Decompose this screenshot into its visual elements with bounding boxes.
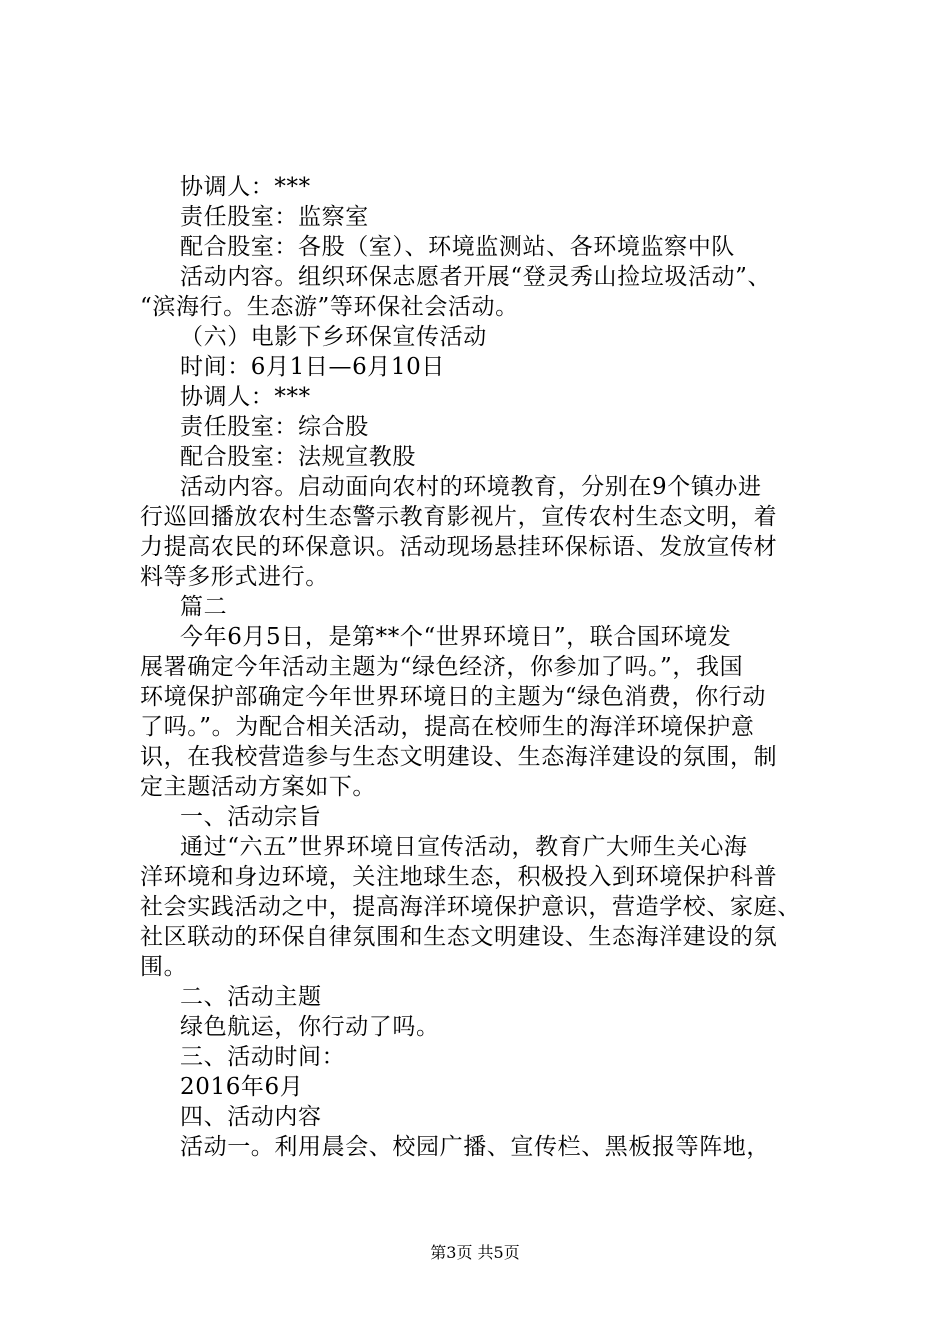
text-line: 料等多形式进行。 [140, 564, 329, 590]
text-line: 围。 [140, 954, 188, 980]
text-line: 二、活动主题 [180, 984, 322, 1010]
text-line: 配合股室：各股（室）、环境监测站、各环境监察中队 [180, 234, 735, 260]
text-line: 活动内容。启动面向农村的环境教育，分别在9个镇办进 [180, 474, 762, 500]
text-line: 协调人：*** [180, 384, 311, 410]
text-line: 活动一。利用晨会、校园广播、宣传栏、黑板报等阵地， [180, 1134, 770, 1160]
text-line: 展署确定今年活动主题为“绿色经济，你参加了吗。”，我国 [140, 654, 744, 680]
text-line: （六）电影下乡环保宣传活动 [180, 324, 487, 350]
page-footer: 第3页 共5页 [430, 1243, 520, 1262]
text-line: 四、活动内容 [180, 1104, 322, 1130]
text-line: 力提高农民的环保意识。活动现场悬挂环保标语、发放宣传材 [140, 534, 778, 560]
text-line: 识，在我校营造参与生态文明建设、生态海洋建设的氛围，制 [140, 744, 778, 770]
text-line: 了吗。”。为配合相关活动，提高在校师生的海洋环境保护意 [140, 714, 755, 740]
text-line: “滨海行。生态游”等环保社会活动。 [140, 294, 519, 320]
text-line: 协调人：*** [180, 174, 311, 200]
text-line: 一、活动宗旨 [180, 804, 322, 830]
text-line: 今年6月5日，是第**个“世界环境日”，联合国环境发 [180, 624, 732, 650]
text-line: 绿色航运，你行动了吗。 [180, 1014, 440, 1040]
text-line: 配合股室：法规宣教股 [180, 444, 416, 470]
text-line: 三、活动时间： [180, 1044, 346, 1070]
text-line: 社区联动的环保自律氛围和生态文明建设、生态海洋建设的氛 [140, 924, 778, 950]
text-line: 定主题活动方案如下。 [140, 774, 376, 800]
text-line: 环境保护部确定今年世界环境日的主题为“绿色消费，你行动 [140, 684, 766, 710]
text-line: 时间：6月1日—6月10日 [180, 354, 445, 380]
text-line: 篇二 [180, 594, 228, 620]
text-line: 通过“六五”世界环境日宣传活动，教育广大师生关心海 [180, 834, 748, 860]
text-line: 社会实践活动之中，提高海洋环境保护意识，营造学校、家庭、 [140, 894, 801, 920]
text-line: 2016年6月 [180, 1074, 304, 1100]
document-body [140, 172, 830, 1162]
text-line: 责任股室：综合股 [180, 414, 369, 440]
text-line: 活动内容。组织环保志愿者开展“登灵秀山捡垃圾活动”、 [180, 264, 772, 290]
text-line: 行巡回播放农村生态警示教育影视片，宣传农村生态文明，着 [140, 504, 778, 530]
text-line: 责任股室：监察室 [180, 204, 369, 230]
text-line: 洋环境和身边环境，关注地球生态，积极投入到环境保护科普 [140, 864, 778, 890]
